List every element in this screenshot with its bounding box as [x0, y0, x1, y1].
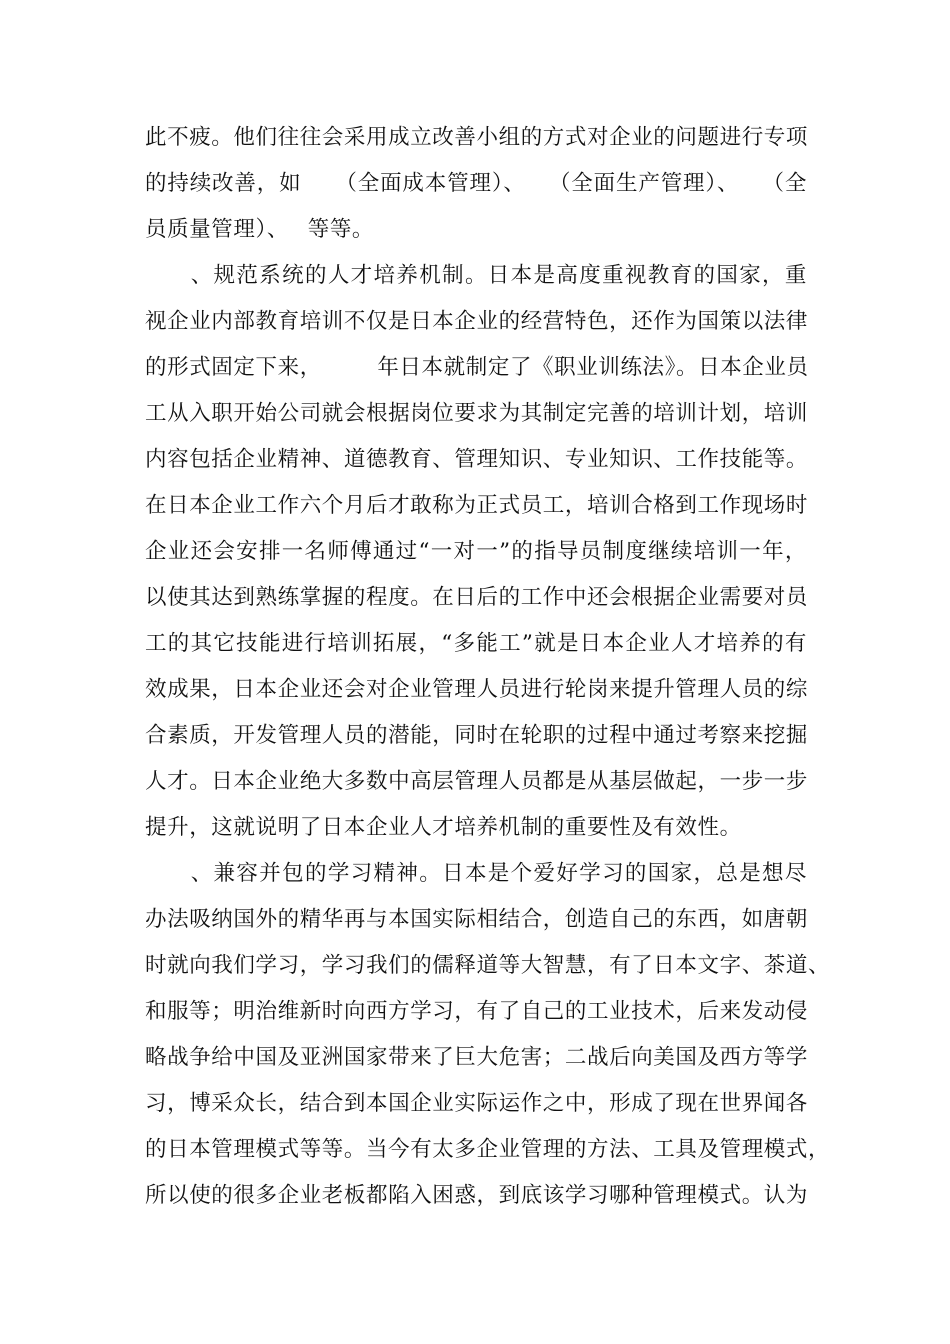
- text-line: 、兼容并包的学习精神。日本是个爱好学习的国家，总是想尽: [145, 861, 807, 886]
- text-line: 所以使的很多企业老板都陷入困惑，到底该学习哪种管理模式。认为: [145, 1183, 809, 1208]
- text-line: 效成果，日本企业还会对企业管理人员进行轮岗来提升管理人员的综: [145, 677, 809, 702]
- text-line: 以使其达到熟练掌握的程度。在日后的工作中还会根据企业需要对员: [145, 585, 809, 610]
- text-line: 企业还会安排一名师傅通过“一对一”的指导员制度继续培训一年，: [145, 539, 807, 564]
- text-line: 习，博采众长，结合到本国企业实际运作之中，形成了现在世界闻各: [145, 1091, 809, 1116]
- text-line: 办法吸纳国外的精华再与本国实际相结合，创造自己的东西，如唐朝: [145, 907, 809, 932]
- text-line: 员质量管理）、 等等。: [145, 217, 375, 242]
- text-line: 时就向我们学习，学习我们的儒释道等大智慧，有了日本文字、茶道、: [145, 953, 831, 978]
- text-line: 合素质，开发管理人员的潜能，同时在轮职的过程中通过考察来挖掘: [145, 723, 809, 748]
- text-line: 的形式固定下来， 年日本就制定了《职业训练法》。日本企业员: [145, 355, 809, 380]
- text-line: 的持续改善，如 （全面成本管理）、 （全面生产管理）、 （全: [145, 171, 807, 196]
- text-line: 、规范系统的人才培养机制。日本是高度重视教育的国家，重: [145, 263, 807, 288]
- text-line: 工从入职开始公司就会根据岗位要求为其制定完善的培训计划，培训: [145, 401, 809, 426]
- text-line: 视企业内部教育培训不仅是日本企业的经营特色，还作为国策以法律: [145, 309, 809, 334]
- text-line: 工的其它技能进行培训拓展，“多能工”就是日本企业人才培养的有: [145, 631, 807, 656]
- text-line: 的日本管理模式等等。当今有太多企业管理的方法、工具及管理模式，: [145, 1137, 831, 1162]
- text-line: 内容包括企业精神、道德教育、管理知识、专业知识、工作技能等。: [145, 447, 809, 472]
- text-line: 提升，这就说明了日本企业人才培养机制的重要性及有效性。: [145, 815, 742, 840]
- text-line: 略战争给中国及亚洲国家带来了巨大危害；二战后向美国及西方等学: [145, 1045, 809, 1070]
- text-line: 人才。日本企业绝大多数中高层管理人员都是从基层做起，一步一步: [145, 769, 809, 794]
- text-line: 在日本企业工作六个月后才敢称为正式员工，培训合格到工作现场时: [145, 493, 809, 518]
- text-line: 和服等；明治维新时向西方学习，有了自己的工业技术，后来发动侵: [145, 999, 809, 1024]
- text-line: 此不疲。他们往往会采用成立改善小组的方式对企业的问题进行专项: [145, 125, 809, 150]
